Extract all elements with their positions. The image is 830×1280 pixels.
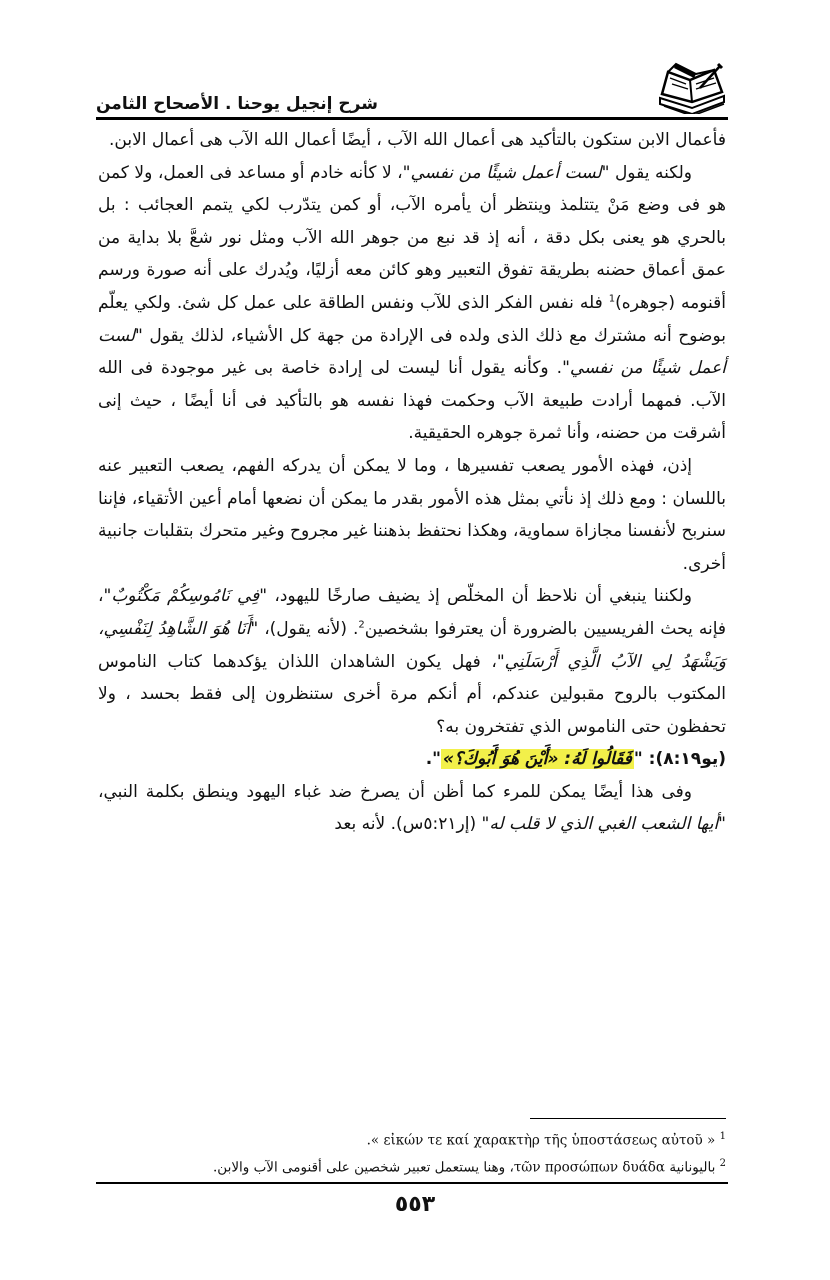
verse-close: ". xyxy=(425,749,442,770)
paragraph-5 xyxy=(98,776,726,841)
verse-reference: (يو٨:١٩): " xyxy=(633,749,726,770)
text-run: . (لأنه يقول)، " xyxy=(250,618,359,639)
text-run: ولكننا ينبغي أن نلاحظ أن المخلّص إذ يضيف صارخًا لليهود، " xyxy=(259,586,693,607)
footnote-rule xyxy=(530,1118,726,1119)
paragraph-4 xyxy=(98,580,726,743)
footnote-2-number: 2 xyxy=(719,1158,726,1169)
text-run: "، فإنه يحث الفريسيين بالضرورة أن يعترفوا بشخصين xyxy=(98,586,726,639)
header-rule xyxy=(96,117,728,120)
paragraph-2 xyxy=(98,157,726,450)
footnote-1 xyxy=(96,1131,726,1149)
quote-in-your-law: فِي نَامُوسِكُمْ مَكْتُوبٌ xyxy=(111,586,260,607)
text-run: فله نفس الفكر الذى للآب ونفس الطاقة على عمل كل شئ. ولكي يعلّم بوضوح أنه مشترك مع ذلك الذى ولده فى الإرادة من جهة كل الأشياء، لذلك يقول " xyxy=(98,292,726,346)
paragraph-1: فأعمال الابن ستكون بالتأكيد هى أعمال الله الآب ، أيضًا أعمال الله الآب هى أعمال الابن. xyxy=(109,130,726,150)
text-run: "، لا كأنه خادم أو مساعد فى العمل، ولا كمن هو فى وضع مَنْ يتتلمذ وينتظر أن يأمره الآب، أو كمن يتدّرب لكي يتمم العجائب : بل بالحري هو يعنى بكل دقة ، أنه إذ قد نبع من جوهر الله الآب ومثل نور شعَّ بلا بداية من عمق أعماق حضنه بطريقة تفوق التعبير وهو كائن معه أزليًا، ويُدرك على أنه صورة ورسم أقنومه (جوهره) xyxy=(98,162,726,313)
page-number: ٥٥٣ xyxy=(394,1192,436,1217)
book-icon xyxy=(656,58,728,114)
text-run: ولكنه يقول " xyxy=(601,162,692,183)
text-run: " (إر٥:٢١س). لأنه بعد xyxy=(334,814,490,835)
footnote-ref-2: 2 xyxy=(358,619,365,631)
body-text xyxy=(98,124,726,841)
footnote-ref-1: 1 xyxy=(608,293,616,305)
quote-not-from-myself-2: لست أعمل شيئًا من نفسي xyxy=(98,325,726,379)
text-run: وفى هذا أيضًا يمكن للمرء كما أظن أن يصرخ ضد غباء اليهود وينطق بكلمة النبي، " xyxy=(98,781,726,835)
header-title: شرح إنجيل يوحنا . الأصحاح الثامن xyxy=(96,94,378,114)
verse-highlight: فَقَالُوا لَهُ: «أَيْنَ هُوَ أَبُوكَ؟» xyxy=(443,749,632,770)
quote-foolish-people: أيها الشعب الغبي الذي لا قلب له xyxy=(489,814,719,835)
footnote-2-text: باليونانية τῶν προσώπων δυάδα، وهنا يستعمل تعبير شخصين على أقنومى الآب والابن. xyxy=(213,1159,716,1176)
quote-i-bear-witness: أَنَا هُوَ الشَّاهِدُ لِنَفْسِي، وَيَشْهَدُ لِي الآبُ الَّذِي أَرْسَلَنِي xyxy=(98,618,726,672)
quote-not-from-myself: لست أعمل شيئًا من نفسي xyxy=(410,162,602,183)
running-header xyxy=(96,58,726,118)
paragraph-3: إذن، فهذه الأمور يصعب تفسيرها ، وما لا يمكن أن يدركه الفهم، يصعب التعبير عنه باللسان : ومع ذلك إذ نأتي بمثل هذه الأمور بقدر ما يمكن أن نضعها أمام أعين الأتقياء، فإننا سنربح لأنفسنا مجازاة سماوية، وهكذا نحتفظ بذهننا غير مجروح وغير متحرك بتقلبات جانبية أخرى. xyxy=(98,455,726,574)
footnote-1-text: « εἰκών τε καί χαρακτὴρ τῆς ὑποστάσεως αὐτοῦ ». xyxy=(366,1132,716,1149)
bottom-rule xyxy=(96,1182,728,1184)
footnote-1-number: 1 xyxy=(719,1131,726,1142)
text-run: "، فهل يكون الشاهدان اللذان يؤكدهما كتاب الناموس المكتوب بالروح مقبولين عندكم، أم أنكم مرة أخرى ستنظرون إلى فقط بحسد ، ولا تحفظون حتى الناموس الذي تفتخرون به؟ xyxy=(98,651,726,737)
footnote-2 xyxy=(96,1158,726,1176)
verse-heading xyxy=(98,743,726,776)
text-run: ". وكأنه يقول أنا ليست لى إرادة خاصة بى غير موجودة فى الله الآب. فمهما أرادت طبيعة الآب وحكمت فهذا نفسه هو بالتأكيد فى أنا أيضًا ، حيث إنى أشرقت من حضنه، وأنا ثمرة جوهره الحقيقية. xyxy=(98,358,726,444)
